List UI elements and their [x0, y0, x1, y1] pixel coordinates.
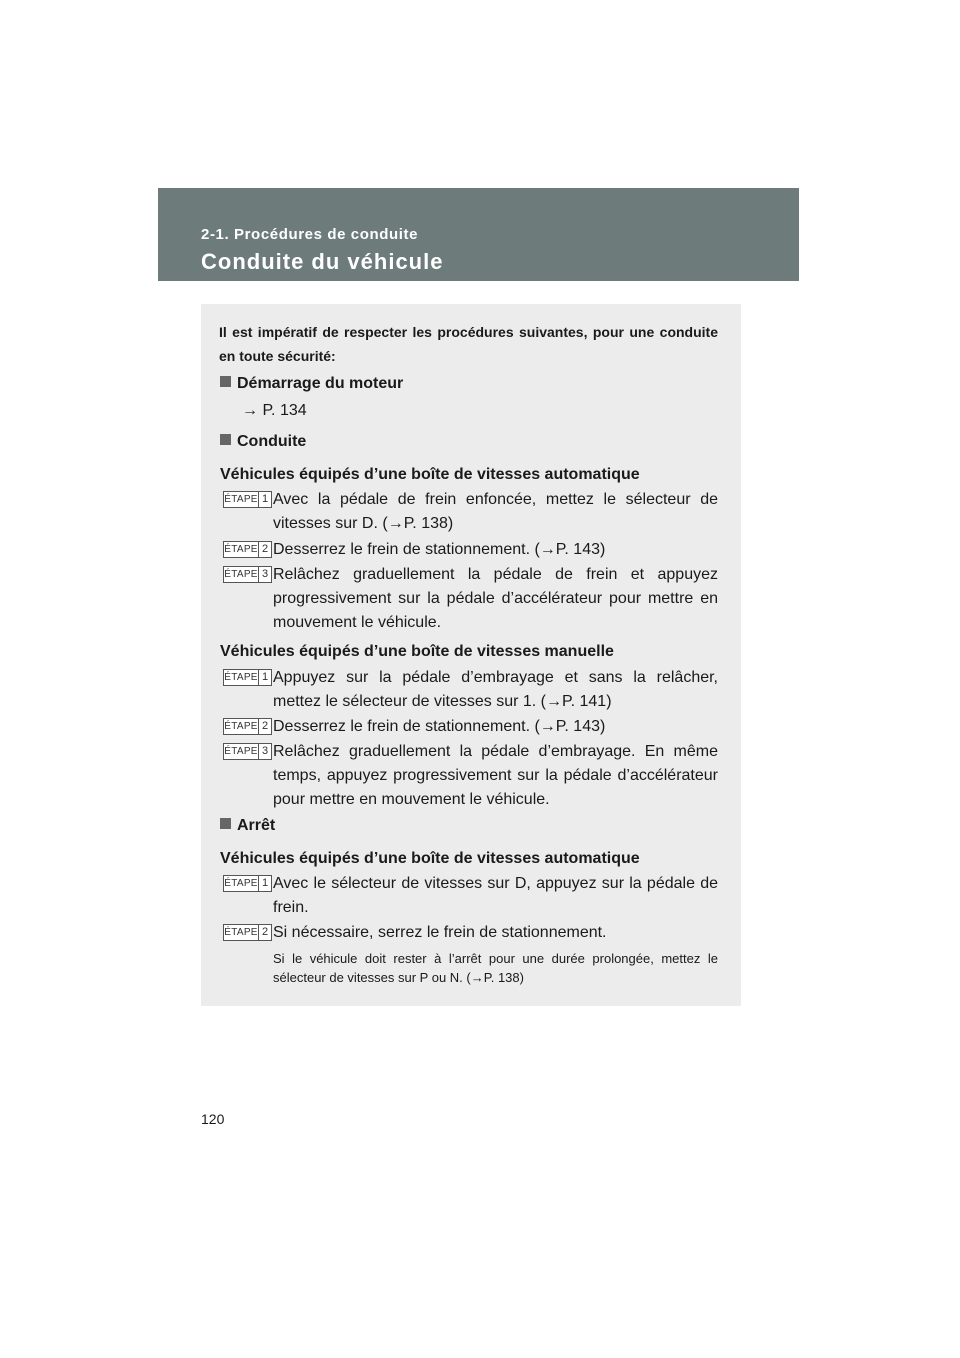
drive-auto-step-1: [223, 488, 718, 536]
step-badge: ÉTAPE 1: [223, 491, 272, 508]
stop-note: Si le véhicule doit rester à l’arrêt pour une durée prolongée, mettez le sélecteur de vitesses sur P ou N. (→P. 138): [273, 951, 718, 985]
square-bullet-icon: [220, 818, 231, 829]
step-badge: ÉTAPE 1: [223, 875, 272, 892]
section-header: [158, 188, 799, 281]
drive-auto-step-2: [223, 538, 718, 562]
step-text: Relâchez graduellement la pédale d’embrayage. En même temps, appuyez progressivement sur la pédale d’accélérateur pour mettre en mouvement le véhicule.: [273, 743, 718, 808]
step-badge: ÉTAPE 3: [223, 743, 272, 760]
page-number: 120: [201, 1111, 225, 1127]
drive-auto-step-3: [223, 563, 718, 635]
step-text: Avec la pédale de frein enfoncée, mettez le sélecteur de vitesses sur D. (→P. 138): [273, 491, 718, 532]
step-badge: ÉTAPE 1: [223, 669, 272, 686]
step-badge: ÉTAPE 2: [223, 924, 272, 941]
step-text: Avec le sélecteur de vitesses sur D, appuyez sur la pédale de frein.: [273, 875, 718, 916]
drive-manual-step-1: [223, 666, 718, 714]
heading-drive: Conduite: [220, 432, 306, 452]
step-text: Desserrez le frein de stationnement. (→P. 143): [273, 541, 606, 558]
drive-manual-step-2: [223, 715, 718, 739]
drive-manual-step-3: [223, 740, 718, 812]
drive-manual-title: Véhicules équipés d’une boîte de vitesses manuelle: [220, 643, 614, 660]
heading-start: Démarrage du moteur: [220, 374, 403, 394]
step-text: Si nécessaire, serrez le frein de stationnement.: [273, 924, 607, 941]
page-title: Conduite du véhicule: [201, 249, 444, 274]
step-text: Desserrez le frein de stationnement. (→P. 143): [273, 718, 606, 735]
intro-text: Il est impératif de respecter les procédures suivantes, pour une conduite en toute sécurité:: [219, 324, 718, 364]
step-badge: ÉTAPE 3: [223, 566, 272, 583]
square-bullet-icon: [220, 376, 231, 387]
stop-auto-step-1: [223, 872, 718, 920]
stop-auto-title: Véhicules équipés d’une boîte de vitesses automatique: [220, 850, 640, 867]
heading-stop: Arrêt: [220, 816, 275, 836]
step-badge: ÉTAPE 2: [223, 718, 272, 735]
step-text: Relâchez graduellement la pédale de frein et appuyez progressivement sur la pédale d’accélérateur pour mettre en mouvement le véhicule.: [273, 566, 718, 631]
start-reference-link[interactable]: → P. 134: [242, 402, 307, 419]
section-subtitle: 2-1. Procédures de conduite: [201, 226, 419, 243]
stop-auto-step-2: [223, 921, 718, 945]
square-bullet-icon: [220, 434, 231, 445]
procedure-panel: [201, 304, 741, 1006]
step-text: Appuyez sur la pédale d’embrayage et sans la relâcher, mettez le sélecteur de vitesses sur 1. (→P. 141): [273, 669, 718, 710]
drive-auto-title: Véhicules équipés d’une boîte de vitesses automatique: [220, 466, 640, 483]
step-badge: ÉTAPE 2: [223, 541, 272, 558]
